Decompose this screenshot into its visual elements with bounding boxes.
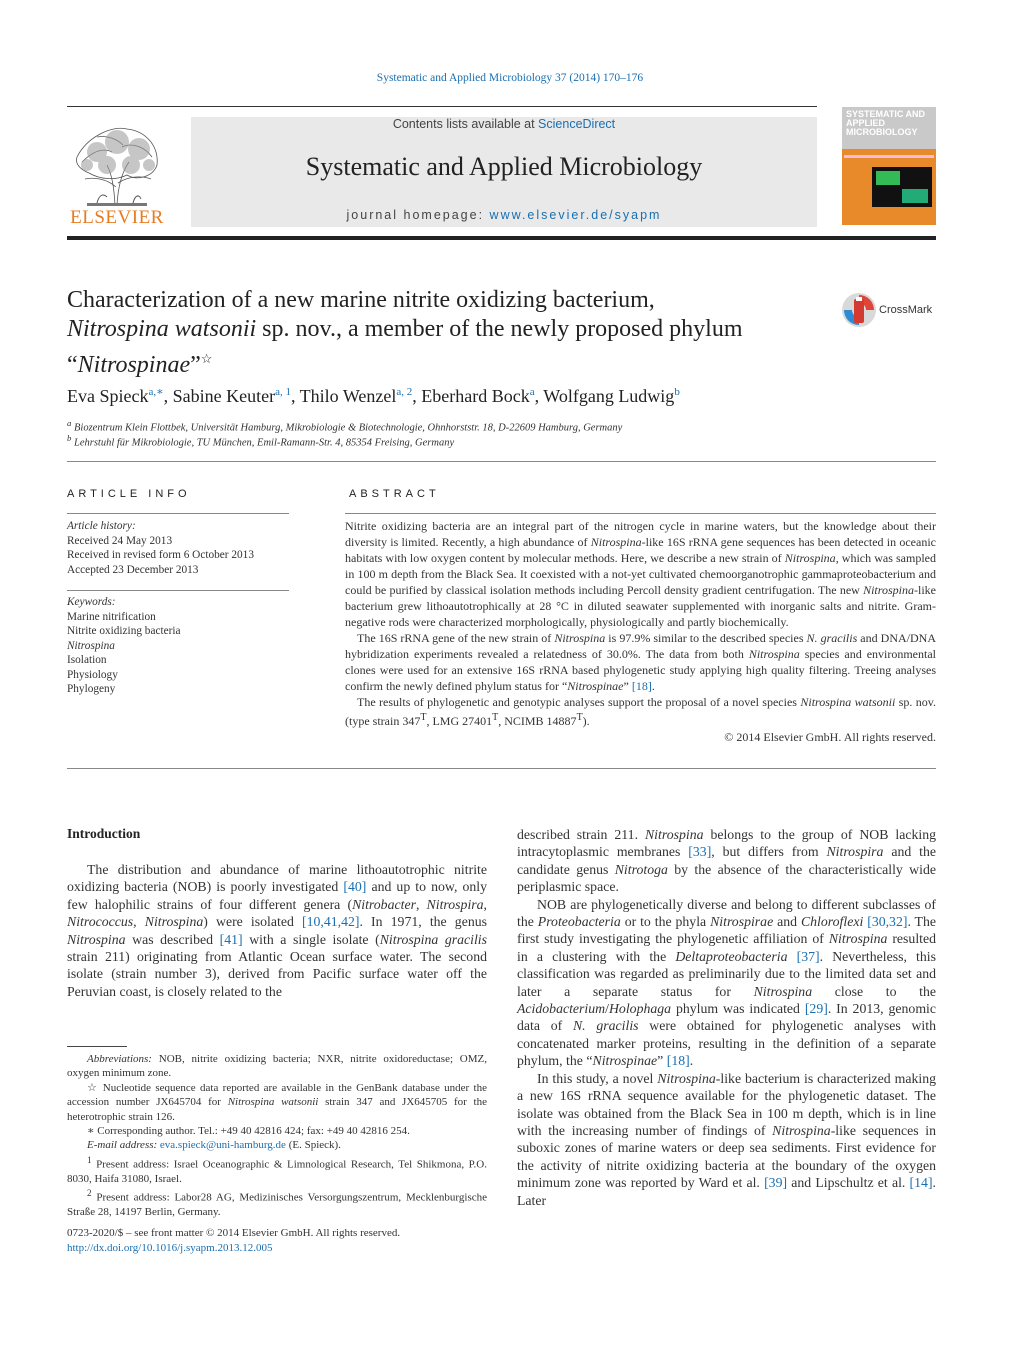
author[interactable] [173,386,291,406]
author[interactable] [543,386,680,406]
footnote-rule [67,1046,127,1047]
keyword: Physiology [67,668,118,681]
body-paragraph: The distribution and abundance of marine lithoautotrophic nitrite oxidizing bacteria (NOB) is poorly investigated [40] and up to now, only few halophilic strains of four different genera (Nitrobacter, Nitrospira, Nitrococcus, Nitrospina) were isolated [10,41,42]. In 1971, the genus Nitrospina was described [41] with a single isolate (Nitrospina gracilis strain 211) originating from Atlantic Ocean surface water. The second isolate (strain number 3), derived from Pacific surface water off the Peruvian coast, is closely related to the [67,862,487,999]
author[interactable] [300,386,413,406]
body-paragraph: In this study, a novel Nitrospina-like bacterium is characterized making a new 16S rRNA sequence available for the phylogenetic dataset. The isolate was obtained from the Black Sea in 100 m depth, which is in line with the increasing number of findings of Nitrospina-like sequences in suboxic zones of marine waters or deep sea sediments. First evidence for the activity of nitrite oxidizing bacteria at the boundary of the oxygen minimum zone was reported by Ward et al. [39] and Lipschultz et al. [14]. Later [517,1070,936,1208]
keyword: Isolation [67,654,107,666]
contents-line [191,117,817,131]
reference-link[interactable]: [41] [219,931,243,947]
homepage-prefix: journal homepage: [346,208,490,222]
reference-link[interactable]: [40] [343,879,367,895]
keyword: Nitrite oxidizing bacteria [67,625,181,637]
footnote: Abbreviations: NOB, nitrite oxidizing bacteria; NXR, nitrite oxidoreductase; OMZ, oxygen minimum zone. [67,1053,487,1080]
issn-line: 0723-2020/$ – see front matter © 2014 Elsevier GmbH. All rights reserved. [67,1227,401,1239]
footnotes [67,1052,487,1220]
cover-title: SYSTEMATIC AND APPLIED MICROBIOLOGY [846,109,926,137]
header-rule [67,106,817,107]
author-affiliation-mark: a, 2 [396,386,413,398]
author-affiliation-mark: b [674,386,680,398]
page-footer [67,1226,400,1256]
abstract-copyright: © 2014 Elsevier GmbH. All rights reserved. [724,730,936,744]
reference-link[interactable]: [18] [666,1053,690,1069]
cover-image-detail [876,171,900,185]
body-paragraph: described strain 211. Nitrospina belongs to the group of NOB lacking intracytoplasmic membranes [33], but differs from Nitrospira and the candidate genus Nitrotoga by the absence of the characteristically wide periplasmic space. [517,827,936,895]
body-column-right [517,826,936,1209]
author[interactable] [67,386,164,406]
journal-citation[interactable]: Systematic and Applied Microbiology 37 (2014) 170–176 [376,72,644,84]
reference-link[interactable]: [33] [688,844,712,860]
body-paragraph: NOB are phylogenetically diverse and belong to different subclasses of the Proteobacteria or to the phyla Nitrospirae and Chloroflexi [30,32]. The first study investigating the phylogenetic affiliation of Nitrospina resulted in a clustering with the Deltaproteobacteria [37]. Nevertheless, this classification was regarded as preliminarily due to the limited data set and later a separate status for Nitrospina close to the Acidobacterium/Holophaga phylum was indicated [29]. In 2013, genomic data of N. gracilis were obtained for phylogenetic analyses with concatenated marker proteins, resulting in the definition of a separate phylum, the “Nitrospinae” [18]. [517,896,937,1069]
body-column-left [67,861,487,1000]
close-quote: ” [190,352,201,378]
author-affiliation-mark: a, 1 [275,386,291,398]
author-affiliation-mark: a [529,386,535,398]
author-separator: , [290,386,300,406]
author-separator: , [163,386,173,406]
title-phylum: Nitrospinae [77,352,191,378]
abstract-paragraph: The results of phylogenetic and genotypic analyses support the proposal of a novel species Nitrospina watsonii sp. nov. (type strain $347^T$, LMG $27401^T$, NCIMB $14887^T$). [345,695,936,728]
title-line-1: Characterization of a new marine nitrite oxidizing bacterium, [67,287,655,313]
title-line-3 [67,344,827,380]
reference-link[interactable]: [30,32] [867,914,908,930]
sciencedirect-link[interactable]: ScienceDirect [538,117,616,131]
cover-image-detail [902,189,928,203]
section-rule [67,768,936,769]
author-separator: , [534,386,544,406]
email-link[interactable]: eva.spieck@uni-hamburg.de [159,1139,286,1152]
journal-cover-thumbnail[interactable] [842,107,936,225]
history-item: Received in revised form 6 October 2013 [67,549,254,561]
reference-link[interactable]: [39] [764,1175,788,1191]
abstract-paragraph: Nitrite oxidizing bacteria are an integral part of the nitrogen cycle in marine waters, but the knowledge about their diversity is limited. Recently, a high abundance of Nitrospina-like 16S rRNA gene sequences has been detected in oceanic habitats with low oxygen content by molecular methods. Here, we describe a new strain of Nitrospina, which was sampled in 100 m depth from the Black Sea. It coexisted with a not-yet cultivated chemoorganotrophic gammaproteobacterium and could be purified by classical isolation methods including Percoll density gradient centrifugation. The new Nitrospina-like bacterium grew lithoautotrophically at 28 °C in diluted seawater supplemented with inorganic salts and nitrite. Gram-negative rods were characterized morphologically, physiologically and partly biochemically. [345,519,936,629]
author-name: Eva Spieck [67,386,149,406]
reference-link[interactable]: [37] [796,948,820,964]
reference-link[interactable]: [29] [804,1001,828,1017]
author-name: Thilo Wenzel [299,386,397,406]
keyword: Marine nitrification [67,610,156,623]
affiliation-mark: b [67,433,72,443]
header-thick-rule [67,236,936,240]
cover-stripe [844,155,934,158]
author-name: Sabine Keuter [172,386,276,406]
reference-link[interactable]: [10,41,42] [301,914,360,930]
footnote: ☆ Nucleotide sequence data reported are available in the GenBank database under the accession number JX645704 for Nitrospina watsonii strain 347 and JX645705 for the heterotrophic strain 126. [67,1081,487,1123]
article-title [67,286,827,380]
footnote: $^2$ Present address: Labor28 AG, Medizinisches Versorgungszentrum, Mecklenburgische Straße 28, 14197 Berlin, Germany. [67,1188,487,1219]
title-species: Nitrospina watsonii [67,316,257,342]
author-affiliation-mark: a,∗ [148,386,164,398]
abstract-heading: ABSTRACT [349,488,440,500]
footnote: $^1$ Present address: Israel Oceanographic & Limnological Research, Tel Shikmona, P.O. 8030, Haifa 31080, Israel. [67,1154,487,1185]
keyword: Phylogeny [67,683,116,695]
article-info-heading: ARTICLE INFO [67,488,191,500]
author-list [67,385,680,407]
article-history [67,519,289,577]
author[interactable] [421,386,534,406]
reference-link[interactable]: [18] [631,679,652,693]
author-separator: , [412,386,422,406]
footnote: E-mail address: eva.spieck@uni-hamburg.de (E. Spieck). [87,1139,341,1152]
reference-link[interactable]: [14] [909,1175,933,1191]
footnote: ∗ Corresponding author. Tel.: +49 40 42816 424; fax: +49 40 42816 254. [87,1125,410,1138]
abstract-paragraph: The 16S rRNA gene of the new strain of Nitrospina is 97.9% similar to the described species N. gracilis and DNA/DNA hybridization experiments revealed a relatedness of 30.0%. The data from both Nitrospina species and environmental clones were used for an extensive 16S rRNA based phylogenetic study applying high quality filtering. Treeing analyses confirm the newly defined phylum status for “Nitrospinae” [18]. [345,631,937,693]
keywords [67,595,289,697]
abstract-body [345,518,936,745]
crossmark-label: CrossMark [879,304,933,316]
title-footnote-star[interactable]: ☆ [200,351,213,366]
history-label: Article history: [67,520,136,532]
keywords-rule [67,590,289,591]
affiliation [67,418,622,434]
section-rule [67,461,936,462]
abstract-rule [345,513,936,514]
affiliation-mark: a [67,418,72,428]
elsevier-wordmark: ELSEVIER [70,207,164,228]
author-name: Wolfgang Ludwig [543,386,675,406]
keywords-label: Keywords: [67,596,116,608]
author-name: Eberhard Bock [421,386,530,406]
keyword: Nitrospina [67,639,115,652]
homepage-link[interactable]: www.elsevier.de/syapm [489,208,662,222]
affiliation [67,433,454,449]
open-quote: “ [67,352,78,378]
history-item: Accepted 23 December 2013 [67,563,199,576]
title-line-2 [67,315,827,344]
doi-link[interactable]: http://dx.doi.org/10.1016/j.syapm.2013.12.005 [67,1242,273,1254]
article-info-rule [67,513,289,514]
journal-title: Systematic and Applied Microbiology [305,152,703,181]
title-line-2-rest: sp. nov., a member of the newly proposed phylum [256,316,743,342]
affiliation-text: Biozentrum Klein Flottbek, Universität Hamburg, Mikrobiologie & Biotechnologie, Ohnhorststr. 18, D-22609 Hamburg, Germany [74,422,623,434]
introduction-heading: Introduction [67,826,141,841]
affiliation-text: Lehrstuhl für Mikrobiologie, TU München, Emil-Ramann-Str. 4, 85354 Freising, Germany [74,437,455,449]
journal-homepage [191,208,817,222]
history-item: Received 24 May 2013 [67,534,173,547]
contents-prefix: Contents lists available at [392,117,539,131]
